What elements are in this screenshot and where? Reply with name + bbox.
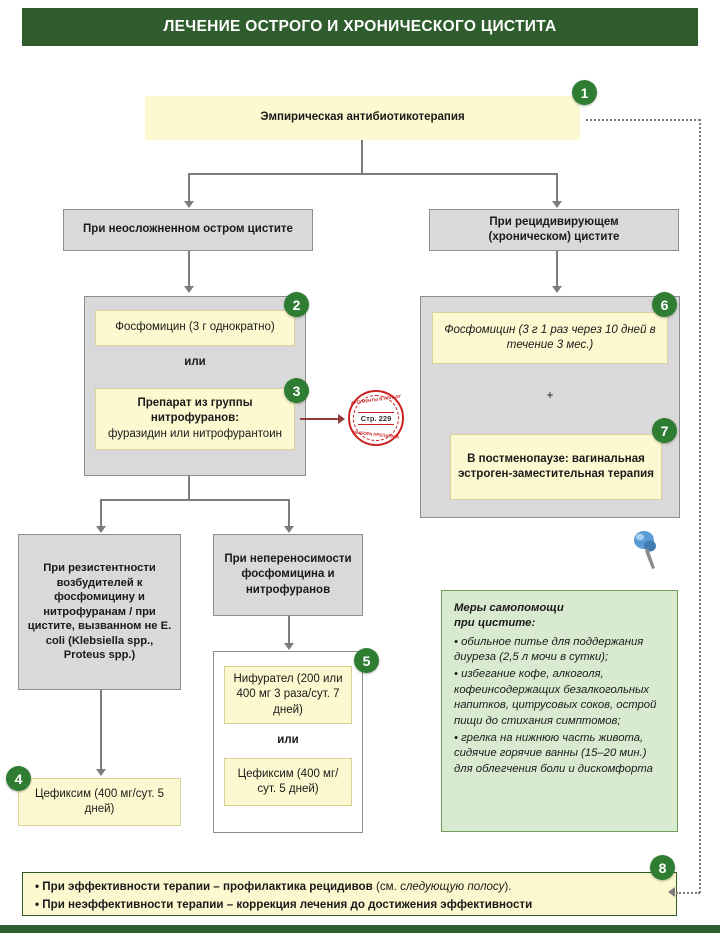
arrow-intolerance-down	[284, 643, 294, 650]
feedback-line-bottom	[676, 892, 700, 894]
marker-8: 8	[650, 855, 675, 880]
node-fosfomycin-chronic-label: Фосфомицин (3 г 1 раз через 10 дней в течение 3 мес.)	[444, 323, 656, 351]
outcome-bar	[22, 872, 677, 916]
arrow-resistance-down	[96, 769, 106, 776]
marker-2: 2	[284, 292, 309, 317]
node-fosfomycin-acute-label: Фосфомицин (3 г однократно)	[115, 321, 275, 334]
node-plus-label: +	[546, 390, 554, 403]
feedback-line-right	[699, 119, 701, 893]
marker-5: 5	[354, 648, 379, 673]
marker-4: 4	[6, 766, 31, 791]
node-resistance-label: При резистентности возбудителей к фосфомицину и нитрофуранам / при цистите, вызванном не E. coli (Klebsiella spp., Proteus spp.)	[27, 562, 172, 662]
feedback-line-top	[586, 119, 700, 121]
connector-empiric-split	[189, 173, 557, 175]
outcome-line-2-bold: • При неэффективности терапии – коррекция лечения до достижения эффективности	[35, 897, 533, 911]
node-or-1	[95, 352, 295, 374]
marker-6: 6	[652, 292, 677, 317]
outcome-line-1-plain: (см.	[375, 880, 401, 893]
node-cefixime-resistance	[18, 778, 181, 826]
reference-stamp[interactable]	[348, 390, 404, 446]
node-nifuratel	[224, 666, 352, 724]
node-empiric-therapy-label: Эмпирическая антибиотикотерапия	[260, 111, 465, 124]
node-cefixime-intolerance-label: Цефиксим (400 мг/сут. 5 дней)	[237, 767, 339, 795]
page-title: ЛЕЧЕНИЕ ОСТРОГО И ХРОНИЧЕСКОГО ЦИСТИТА	[163, 18, 557, 35]
arrow-to-resistance	[96, 526, 106, 533]
node-intolerance	[213, 534, 363, 616]
connector-acute-down	[188, 251, 190, 287]
connector-to-acute	[188, 173, 190, 202]
outcome-line-1-bold: • При эффективности терапии – профилактика рецидивов	[35, 880, 376, 893]
marker-3: 3	[284, 378, 309, 403]
self-help-item: • обильное питье для поддержания диуреза (2,5 л мочи в сутки);	[454, 635, 644, 664]
node-postmenopause-label: В постменопаузе: вагинальная эстроген-заместительная терапия	[458, 452, 654, 480]
connector-left-stem	[188, 476, 190, 500]
self-help-title-line1: Меры самопомощи	[454, 602, 564, 614]
node-acute-cystitis-label: При неосложненном остром цистите	[83, 223, 293, 236]
connector-empiric-stem	[361, 140, 363, 174]
self-help-item: • грелка на нижнюю часть живота, сидячие горячие ванны (15–20 мин.) для облегчения боли и дискомфорта	[454, 731, 653, 775]
node-or-2	[224, 730, 352, 752]
arrow-chronic-down	[552, 286, 562, 293]
outcome-line-2	[35, 896, 664, 914]
outcome-line-1-tail: ).	[504, 880, 512, 893]
node-chronic-cystitis-line1: При рецидивирующем	[489, 215, 619, 228]
node-acute-cystitis	[63, 209, 313, 251]
arrow-to-intolerance	[284, 526, 294, 533]
arrow-to-stamp	[338, 414, 345, 424]
node-or-1-label: или	[184, 356, 206, 369]
node-nitrofuran-rest: фуразидин или нитрофурантоин	[108, 427, 282, 440]
connector-to-intolerance	[288, 499, 290, 527]
connector-left-split	[101, 499, 289, 501]
page-header	[22, 8, 698, 46]
outcome-line-1	[35, 878, 664, 896]
node-postmenopause	[450, 434, 662, 500]
connector-to-stamp	[300, 418, 340, 420]
node-cefixime-resistance-label: Цефиксим (400 мг/сут. 5 дней)	[34, 787, 164, 815]
connector-intolerance-down	[288, 616, 290, 644]
pushpin-icon	[628, 528, 664, 575]
arrow-feedback-to-bottom	[668, 887, 675, 897]
self-help-item: • избегание кофе, алкоголя, кофеинсодержащих безалкогольных напитков, цитрусовых соков, острой пищи до стихания симптомов;	[454, 668, 657, 727]
arrow-acute-down	[184, 286, 194, 293]
self-help-title-line2: при цистите:	[454, 617, 536, 630]
node-empiric-therapy	[145, 96, 580, 140]
stamp-top-text: АРГУМЕНТЫ В ПОЛЬЗУ	[350, 393, 402, 406]
stamp-bottom-text: ВЫБОРА ПРЕПАРАТА	[352, 429, 400, 440]
node-cefixime-intolerance	[224, 758, 352, 806]
node-chronic-cystitis	[429, 209, 679, 251]
connector-chronic-down	[556, 251, 558, 287]
node-nitrofuran-bold: Препарат из группы нитрофуранов:	[137, 397, 253, 425]
node-nifuratel-label: Нифурател (200 или 400 мг 3 раза/сут. 7 дней)	[233, 673, 343, 716]
stamp-page-ref: Стр. 229	[358, 412, 395, 425]
node-or-2-label: или	[277, 734, 299, 747]
connector-resistance-down	[100, 690, 102, 770]
marker-1: 1	[572, 80, 597, 105]
marker-7: 7	[652, 418, 677, 443]
connector-to-chronic	[556, 173, 558, 202]
arrow-to-chronic	[552, 201, 562, 208]
outcome-line-1-italic: следующую полосу	[400, 880, 505, 893]
panel-self-help	[441, 590, 678, 832]
node-fosfomycin-acute	[95, 310, 295, 346]
node-resistance	[18, 534, 181, 690]
node-plus	[432, 386, 668, 408]
node-intolerance-label: При непереносимости фосфомицина и нитрофуранов	[224, 553, 352, 596]
connector-to-resistance	[100, 499, 102, 527]
node-chronic-cystitis-line2: (хроническом) цистите	[488, 231, 620, 243]
footer-band	[0, 925, 720, 933]
arrow-to-acute	[184, 201, 194, 208]
node-nitrofuran-drug	[95, 388, 295, 450]
node-fosfomycin-chronic	[432, 312, 668, 364]
